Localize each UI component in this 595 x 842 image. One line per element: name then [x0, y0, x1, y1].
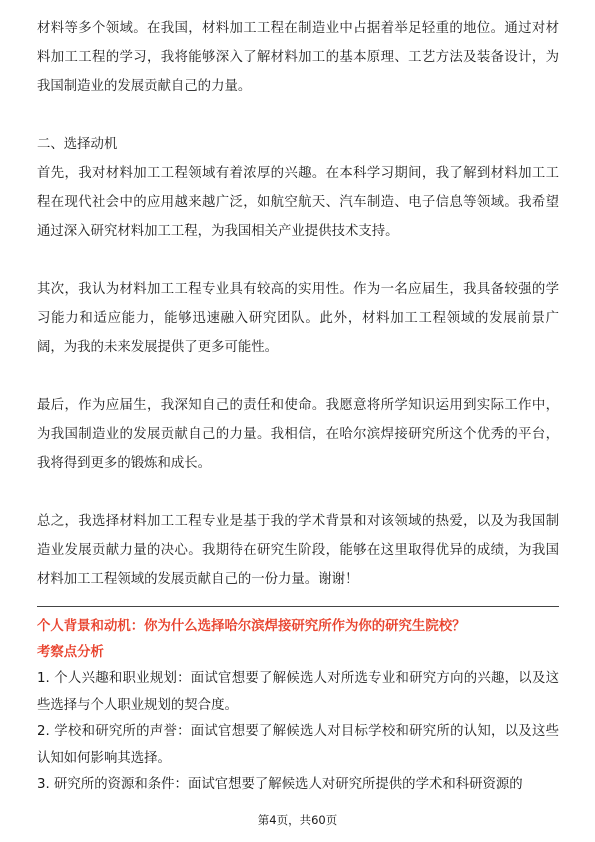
spacer	[37, 478, 559, 507]
spacer	[37, 246, 559, 275]
analysis-point-1: 1. 个人兴趣和职业规划：面试官想要了解候选人对所选专业和研究方向的兴趣，以及这些选择与个人职业规划的契合度。	[37, 671, 559, 713]
motivation-paragraph-3: 最后，作为应届生，我深知自己的责任和使命。我愿意将所学知识运用到实际工作中，为我国制造业的发展贡献自己的力量。我相信，在哈尔滨焊接研究所这个优秀的平台，我将得到更多的锻炼和成长。	[37, 398, 559, 471]
analysis-heading: 考察点分析	[37, 645, 104, 660]
section-divider	[37, 606, 559, 607]
spacer	[37, 101, 559, 130]
conclusion-paragraph: 总之，我选择材料加工工程专业是基于我的学术背景和对该领域的热爱，以及为我国制造业发展贡献力量的决心。我期待在研究生阶段，能够在这里取得优异的成绩，为我国材料加工工程领域的发展贡献自己的一份力量。谢谢！	[37, 514, 559, 587]
main-content	[37, 14, 559, 594]
section-heading: 二、选择动机	[37, 137, 118, 152]
page-number-footer: 第4页，共60页	[257, 813, 338, 827]
question-title: 个人背景和动机：你为什么选择哈尔滨焊接研究所作为你的研究生院校？	[37, 619, 466, 634]
analysis-point-2: 2. 学校和研究所的声誉：面试官想要了解候选人对目标学校和研究所的认知，以及这些认知如何影响其选择。	[37, 724, 559, 766]
question-block	[37, 614, 559, 799]
analysis-point-3: 3. 研究所的资源和条件：面试官想要了解候选人对研究所提供的学术和科研资源的	[37, 777, 523, 792]
motivation-paragraph-2: 其次，我认为材料加工工程专业具有较高的实用性。作为一名应届生，我具备较强的学习能力和适应能力，能够迅速融入研究团队。此外，材料加工工程领域的发展前景广阔，为我的未来发展提供了更多可能性。	[37, 282, 559, 355]
spacer	[37, 362, 559, 391]
intro-tail-paragraph: 材料等多个领域。在我国，材料加工工程在制造业中占据着举足轻重的地位。通过对材料加工工程的学习，我将能够深入了解材料加工的基本原理、工艺方法及装备设计，为我国制造业的发展贡献自己的力量。	[37, 21, 559, 94]
motivation-paragraph-1: 首先，我对材料加工工程领域有着浓厚的兴趣。在本科学习期间，我了解到材料加工工程在现代社会中的应用越来越广泛，如航空航天、汽车制造、电子信息等领域。我希望通过深入研究材料加工工程，为我国相关产业提供技术支持。	[37, 166, 559, 239]
